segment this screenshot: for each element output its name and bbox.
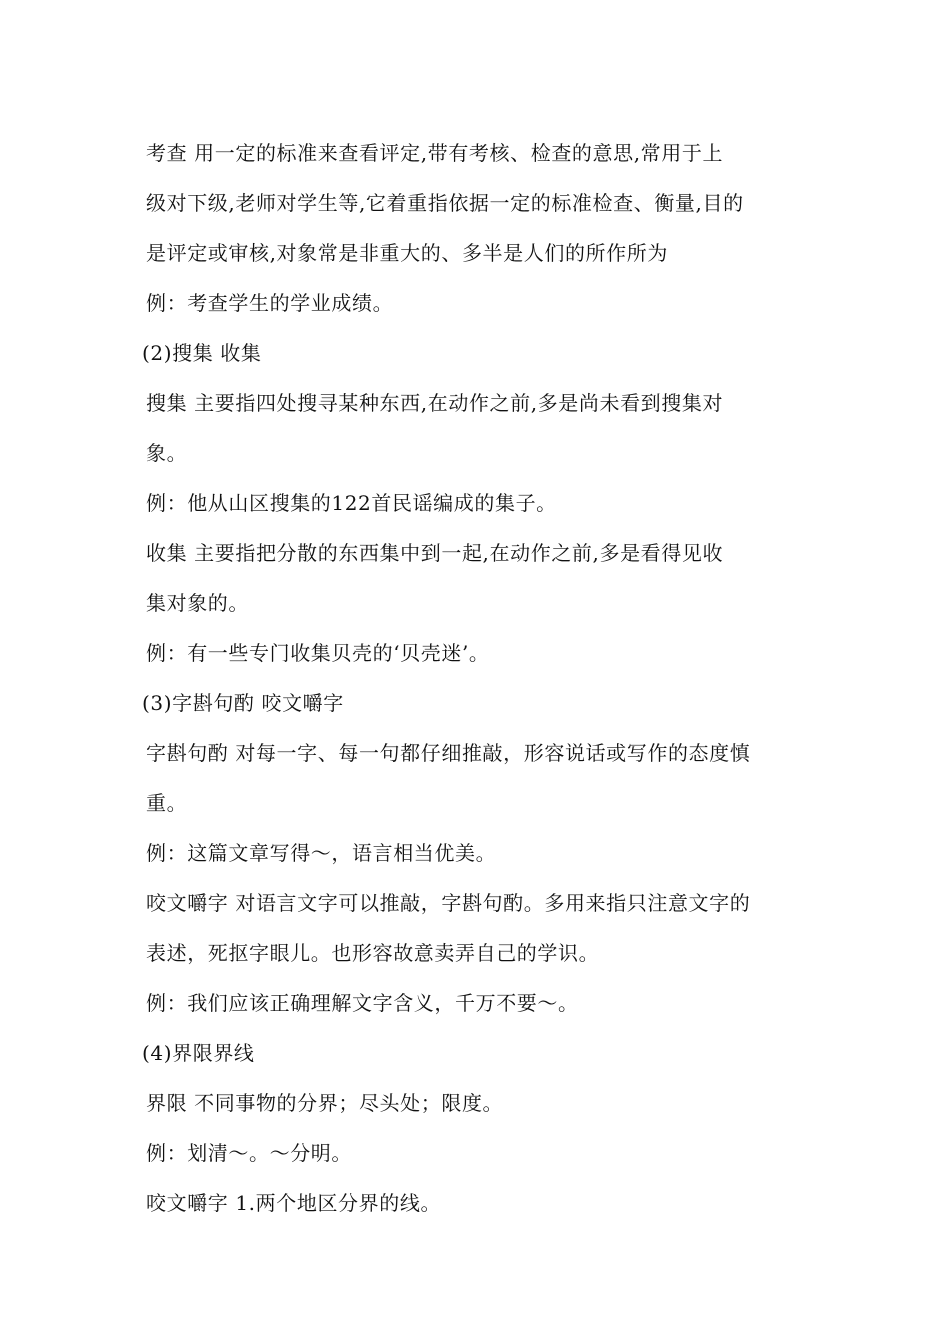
text-line: 界限 不同事物的分界；尽头处；限度。 xyxy=(146,1091,504,1115)
example-line: 例：划清～。～分明。 xyxy=(146,1141,352,1165)
example-line: 例：考查学生的学业成绩。 xyxy=(146,291,394,315)
text-line: 字斟句酌 对每一字、每一句都仔细推敲，形容说话或写作的态度慎 xyxy=(146,741,751,765)
section-heading: (3)字斟句酌 咬文嚼字 xyxy=(142,691,344,715)
text-line: 考查 用一定的标准来查看评定,带有考核、检查的意思,常用于上 xyxy=(146,141,724,165)
text-line: 表述，死抠字眼儿。也形容故意卖弄自己的学识。 xyxy=(146,941,600,965)
text-line: 搜集 主要指四处搜寻某种东西,在动作之前,多是尚未看到搜集对 xyxy=(146,391,724,415)
text-line: 是评定或审核,对象常是非重大的、多半是人们的所作所为 xyxy=(146,241,668,265)
text-line: 重。 xyxy=(146,791,188,815)
text-line: 级对下级,老师对学生等,它着重指依据一定的标准检查、衡量,目的 xyxy=(146,191,744,215)
text-line: 象。 xyxy=(146,441,188,465)
example-line: 例：他从山区搜集的122首民谣编成的集子。 xyxy=(146,491,557,515)
section-heading: (2)搜集 收集 xyxy=(142,341,262,365)
text-line: 咬文嚼字 1.两个地区分界的线。 xyxy=(146,1191,442,1215)
document-body xyxy=(142,128,812,1228)
text-line: 集对象的。 xyxy=(146,591,249,615)
section-heading: (4)界限界线 xyxy=(142,1041,255,1065)
example-line: 例：有一些专门收集贝壳的‘贝壳迷’。 xyxy=(146,641,490,665)
example-line: 例：我们应该正确理解文字含义，千万不要～。 xyxy=(146,991,579,1015)
text-line: 咬文嚼字 对语言文字可以推敲，字斟句酌。多用来指只注意文字的 xyxy=(146,891,751,915)
example-line: 例：这篇文章写得～，语言相当优美。 xyxy=(146,841,497,865)
text-line: 收集 主要指把分散的东西集中到一起,在动作之前,多是看得见收 xyxy=(146,541,724,565)
